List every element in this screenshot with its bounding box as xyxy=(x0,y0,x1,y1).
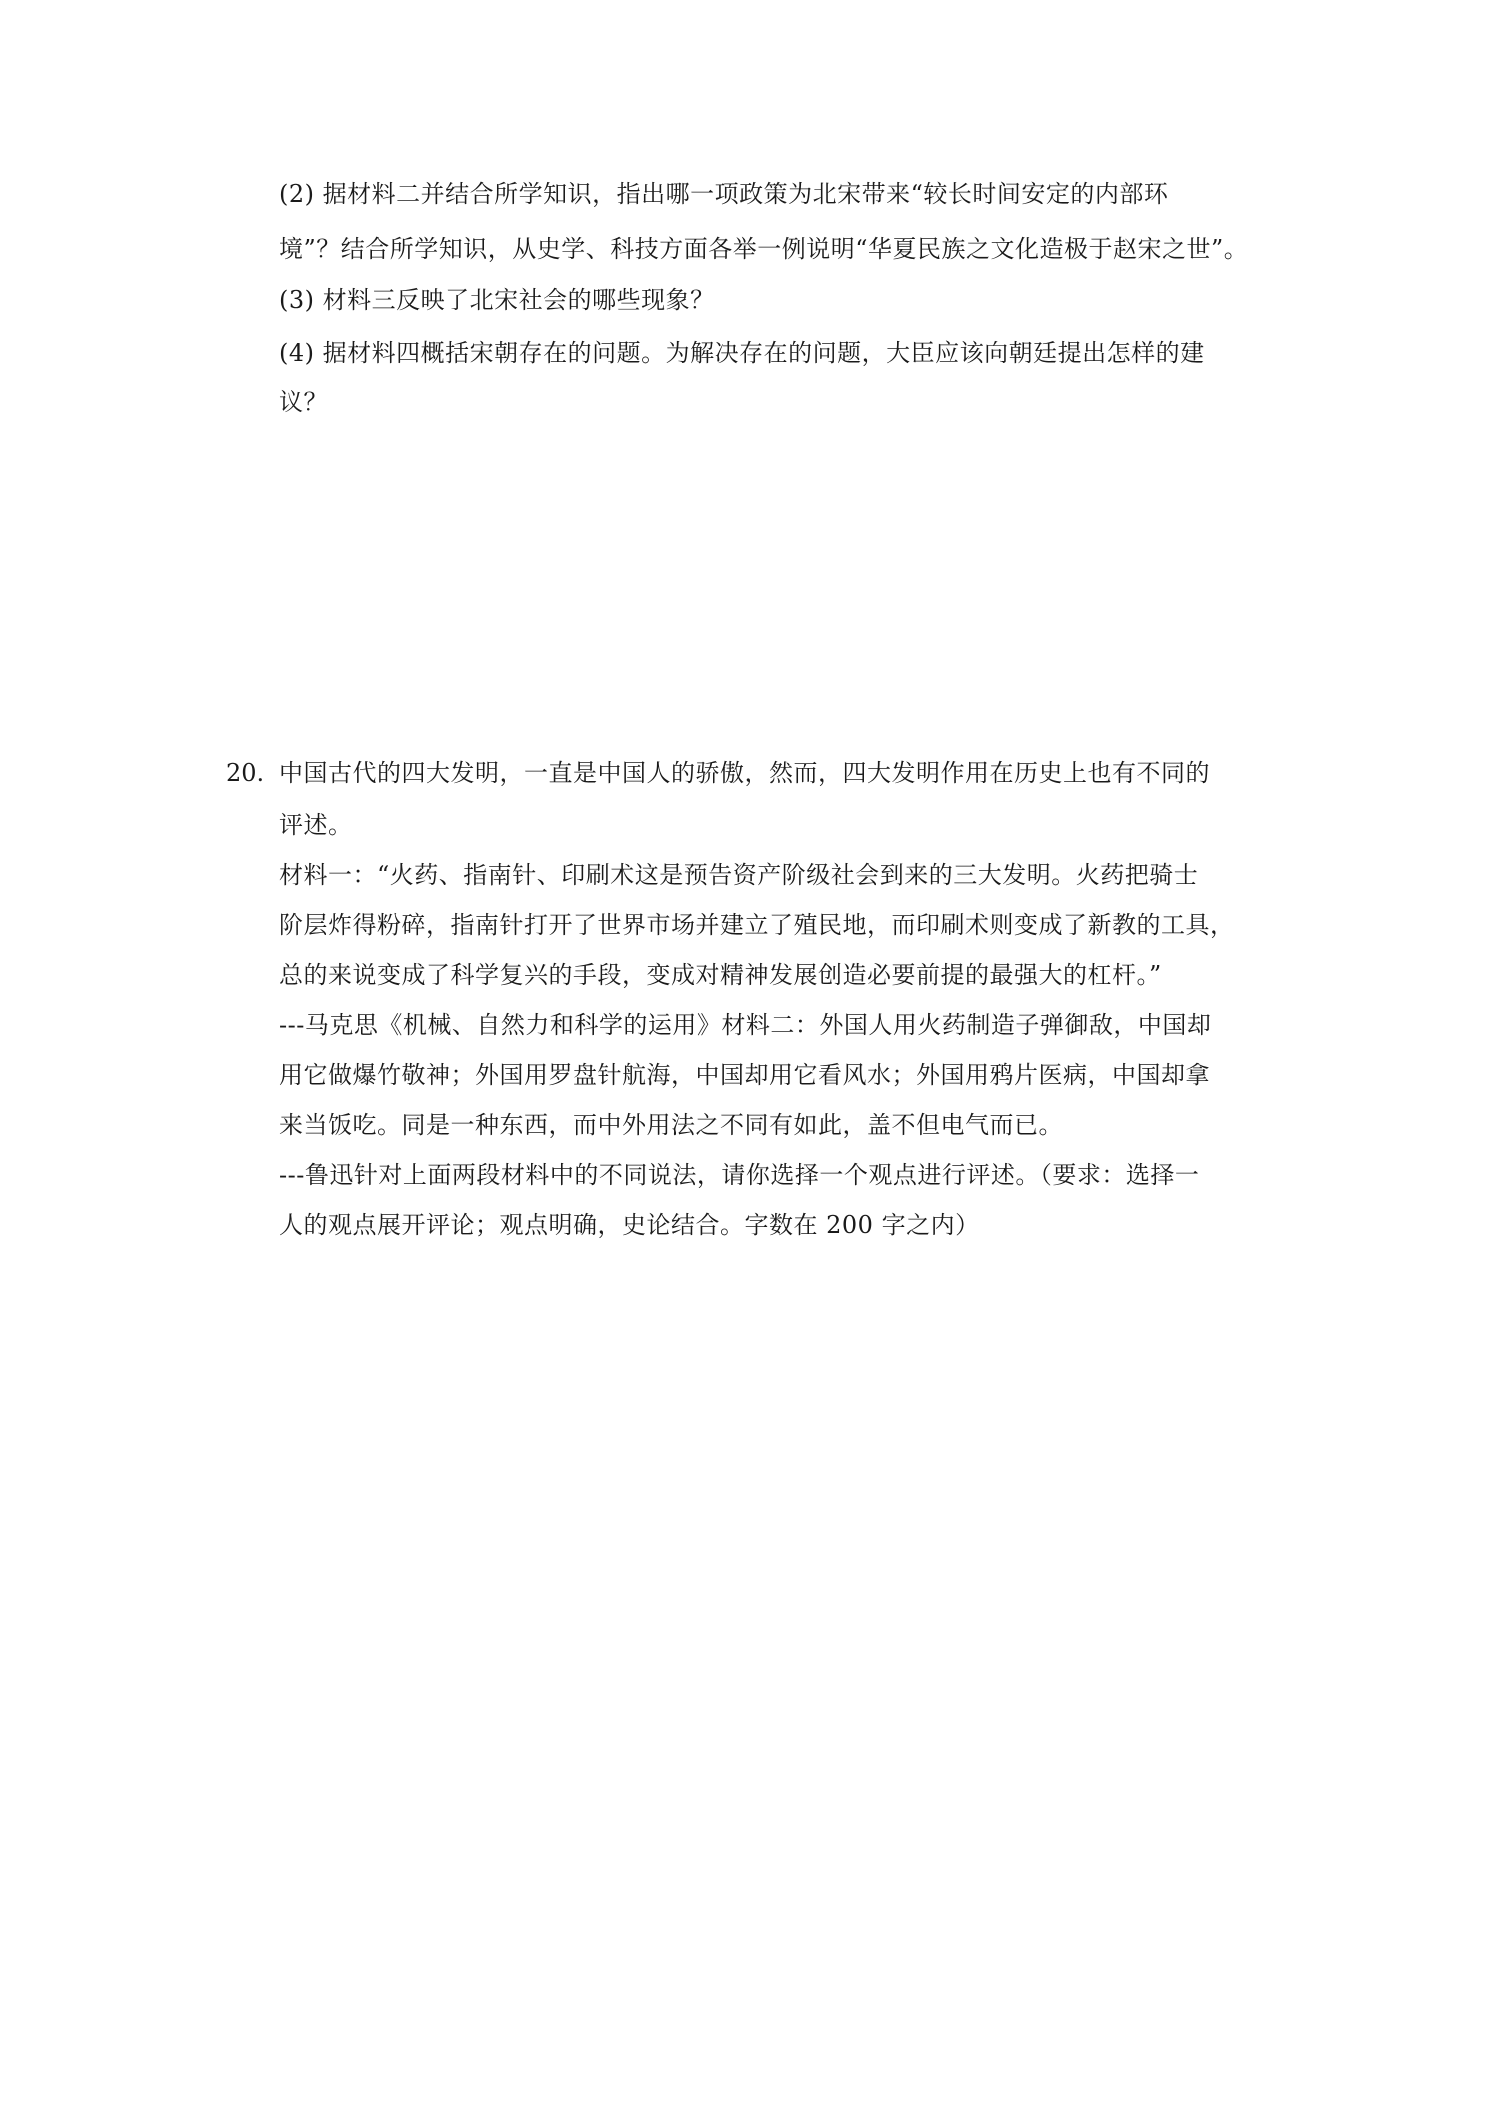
q19-part4-line2: 议？ xyxy=(279,388,328,416)
q19-part4-line1: (4) 据材料四概括宋朝存在的问题。为解决存在的问题，大臣应该向朝廷提出怎样的建 xyxy=(279,339,1205,367)
q20-number: 20. xyxy=(226,759,265,787)
q20-material1-line2: 阶层炸得粉碎，指南针打开了世界市场并建立了殖民地，而印刷术则变成了新教的工具， xyxy=(279,911,1235,939)
q20-prompt-line1: ---鲁迅针对上面两段材料中的不同说法，请你选择一个观点进行评述。（要求：选择一 xyxy=(279,1161,1200,1189)
q20-material1-line1: 材料一：“火药、指南针、印刷术这是预告资产阶级社会到来的三大发明。火药把骑士 xyxy=(279,861,1199,889)
q19-part2-line2: 境”？结合所学知识，从史学、科技方面各举一例说明“华夏民族之文化造极于赵宋之世”。 xyxy=(279,235,1249,263)
q19-part2-line1: (2) 据材料二并结合所学知识，指出哪一项政策为北宋带来“较长时间安定的内部环 xyxy=(279,180,1169,208)
q20-material1-line3: 总的来说变成了科学复兴的手段，变成对精神发展创造必要前提的最强大的杠杆。” xyxy=(279,961,1162,989)
q19-part3: (3) 材料三反映了北宋社会的哪些现象？ xyxy=(279,286,715,314)
q20-line1: 中国古代的四大发明，一直是中国人的骄傲，然而，四大发明作用在历史上也有不同的 xyxy=(279,759,1210,787)
q20-prompt-line2: 人的观点展开评论；观点明确，史论结合。字数在 200 字之内） xyxy=(279,1211,980,1239)
q20-line2: 评述。 xyxy=(279,811,353,839)
q20-material2-line3: 来当饭吃。同是一种东西，而中外用法之不同有如此，盖不但电气而已。 xyxy=(279,1111,1063,1139)
q20-material2-line1: ---马克思《机械、自然力和科学的运用》材料二：外国人用火药制造子弹御敌，中国却 xyxy=(279,1011,1212,1039)
q20-material2-line2: 用它做爆竹敬神；外国用罗盘针航海，中国却用它看风水；外国用鸦片医病，中国却拿 xyxy=(279,1061,1210,1089)
